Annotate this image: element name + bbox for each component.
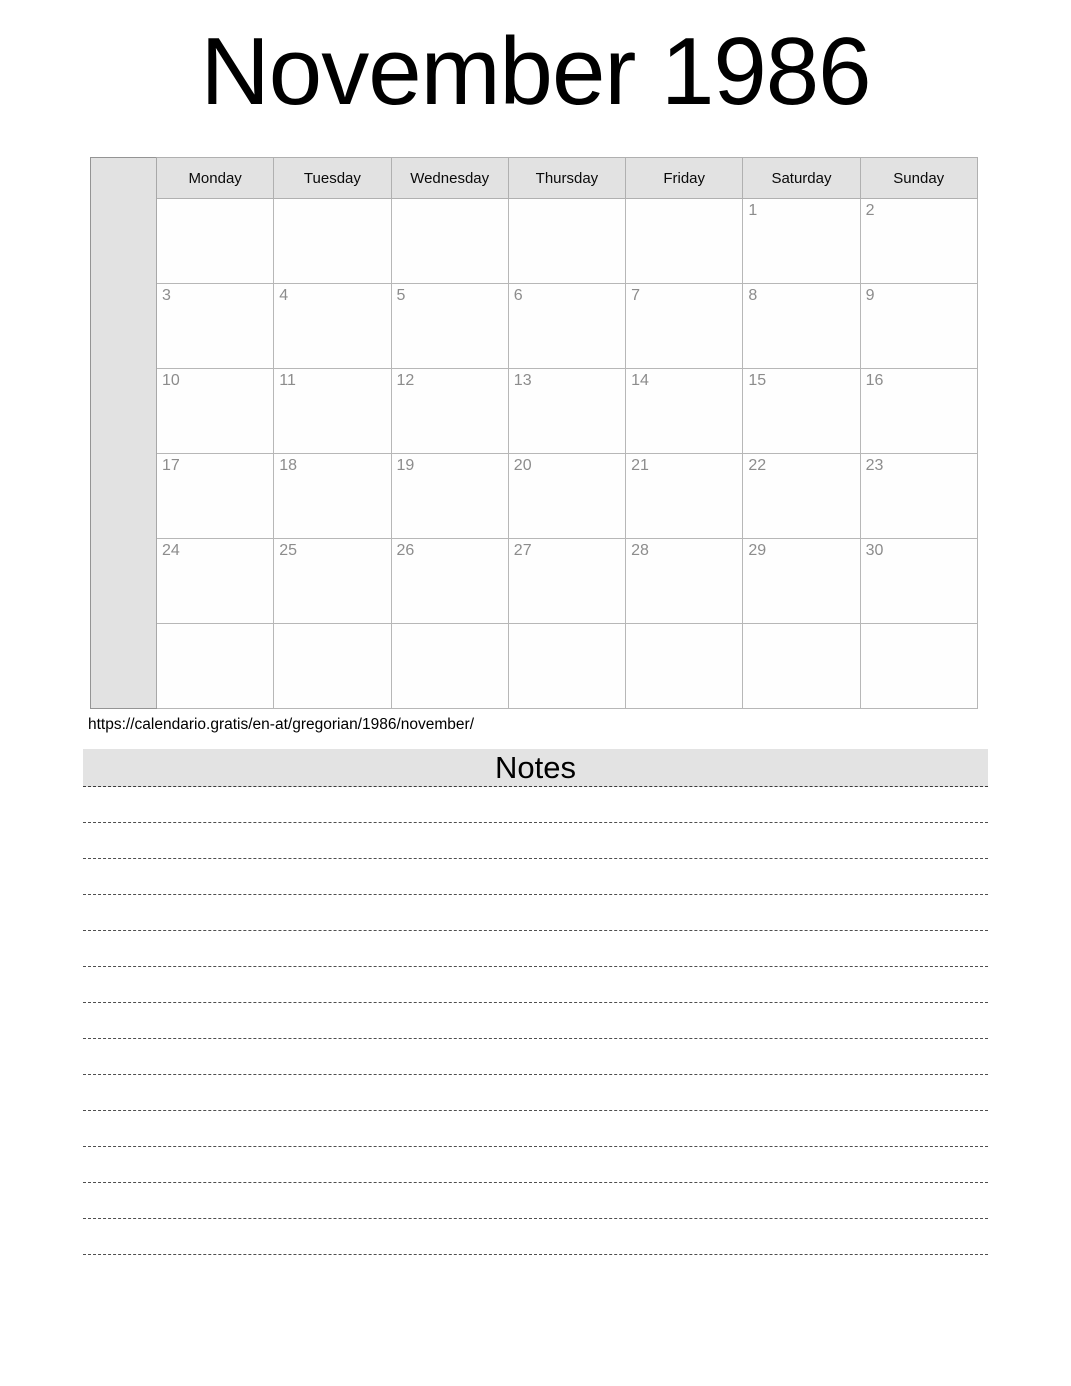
day-header-sunday: Sunday xyxy=(860,158,977,199)
notes-line xyxy=(83,1075,988,1111)
calendar-day-cell: 20 xyxy=(508,454,625,539)
notes-title: Notes xyxy=(495,750,576,785)
page-title: November 1986 xyxy=(200,18,871,125)
calendar-day-cell: 19 xyxy=(391,454,508,539)
notes-header xyxy=(83,749,988,787)
calendar-week-row xyxy=(91,624,978,709)
notes-line xyxy=(83,931,988,967)
source-url: https://calendario.gratis/en-at/gregorian/1986/november/ xyxy=(88,716,475,733)
calendar-day-cell: 23 xyxy=(860,454,977,539)
calendar-day-cell xyxy=(743,624,860,709)
calendar-day-cell: 18 xyxy=(274,454,391,539)
calendar-week-row xyxy=(91,369,978,454)
calendar-day-cell xyxy=(391,199,508,284)
calendar-day-cell xyxy=(157,624,274,709)
notes-line xyxy=(83,1183,988,1219)
calendar-day-cell xyxy=(508,624,625,709)
calendar-day-cell: 25 xyxy=(274,539,391,624)
calendar-week-row xyxy=(91,284,978,369)
notes-line xyxy=(83,895,988,931)
day-header-wednesday: Wednesday xyxy=(391,158,508,199)
calendar-day-cell xyxy=(274,624,391,709)
calendar-day-cell: 29 xyxy=(743,539,860,624)
notes-line xyxy=(83,1003,988,1039)
calendar-left-spacer xyxy=(91,158,157,709)
calendar-day-cell: 1 xyxy=(743,199,860,284)
calendar-day-cell xyxy=(157,199,274,284)
notes-line xyxy=(83,1039,988,1075)
notes-line xyxy=(83,787,988,823)
calendar-day-cell xyxy=(860,624,977,709)
notes-lines xyxy=(83,787,988,1255)
notes-line xyxy=(83,1219,988,1255)
calendar-day-cell: 7 xyxy=(626,284,743,369)
calendar-day-cell: 8 xyxy=(743,284,860,369)
calendar-day-cell: 26 xyxy=(391,539,508,624)
calendar-day-cell: 4 xyxy=(274,284,391,369)
day-header-thursday: Thursday xyxy=(508,158,625,199)
notes-line xyxy=(83,823,988,859)
calendar-day-cell: 28 xyxy=(626,539,743,624)
calendar-week-row xyxy=(91,539,978,624)
notes-section xyxy=(83,749,988,1255)
calendar-day-cell: 11 xyxy=(274,369,391,454)
calendar-day-cell: 27 xyxy=(508,539,625,624)
notes-line xyxy=(83,1147,988,1183)
calendar-day-cell: 21 xyxy=(626,454,743,539)
calendar-day-cell: 30 xyxy=(860,539,977,624)
calendar-day-cell xyxy=(391,624,508,709)
calendar-day-cell: 3 xyxy=(157,284,274,369)
calendar-day-cell: 17 xyxy=(157,454,274,539)
day-header-friday: Friday xyxy=(626,158,743,199)
calendar-day-cell: 15 xyxy=(743,369,860,454)
calendar-day-cell: 24 xyxy=(157,539,274,624)
notes-line xyxy=(83,967,988,1003)
calendar-day-cell: 9 xyxy=(860,284,977,369)
calendar-day-cell: 13 xyxy=(508,369,625,454)
calendar-week-row xyxy=(91,454,978,539)
calendar-day-cell xyxy=(626,624,743,709)
day-header-tuesday: Tuesday xyxy=(274,158,391,199)
calendar-container xyxy=(90,157,1071,709)
calendar-day-cell: 10 xyxy=(157,369,274,454)
day-header-saturday: Saturday xyxy=(743,158,860,199)
calendar-header-row xyxy=(91,158,978,199)
calendar-day-cell: 5 xyxy=(391,284,508,369)
calendar-day-cell: 22 xyxy=(743,454,860,539)
calendar-day-cell xyxy=(626,199,743,284)
calendar-day-cell xyxy=(274,199,391,284)
calendar-day-cell: 16 xyxy=(860,369,977,454)
calendar-day-cell: 6 xyxy=(508,284,625,369)
calendar-day-cell: 14 xyxy=(626,369,743,454)
notes-line xyxy=(83,1111,988,1147)
calendar-week-row xyxy=(91,199,978,284)
calendar-day-cell: 12 xyxy=(391,369,508,454)
calendar-day-cell: 2 xyxy=(860,199,977,284)
calendar-day-cell xyxy=(508,199,625,284)
calendar-table xyxy=(90,157,978,709)
notes-line xyxy=(83,859,988,895)
day-header-monday: Monday xyxy=(157,158,274,199)
